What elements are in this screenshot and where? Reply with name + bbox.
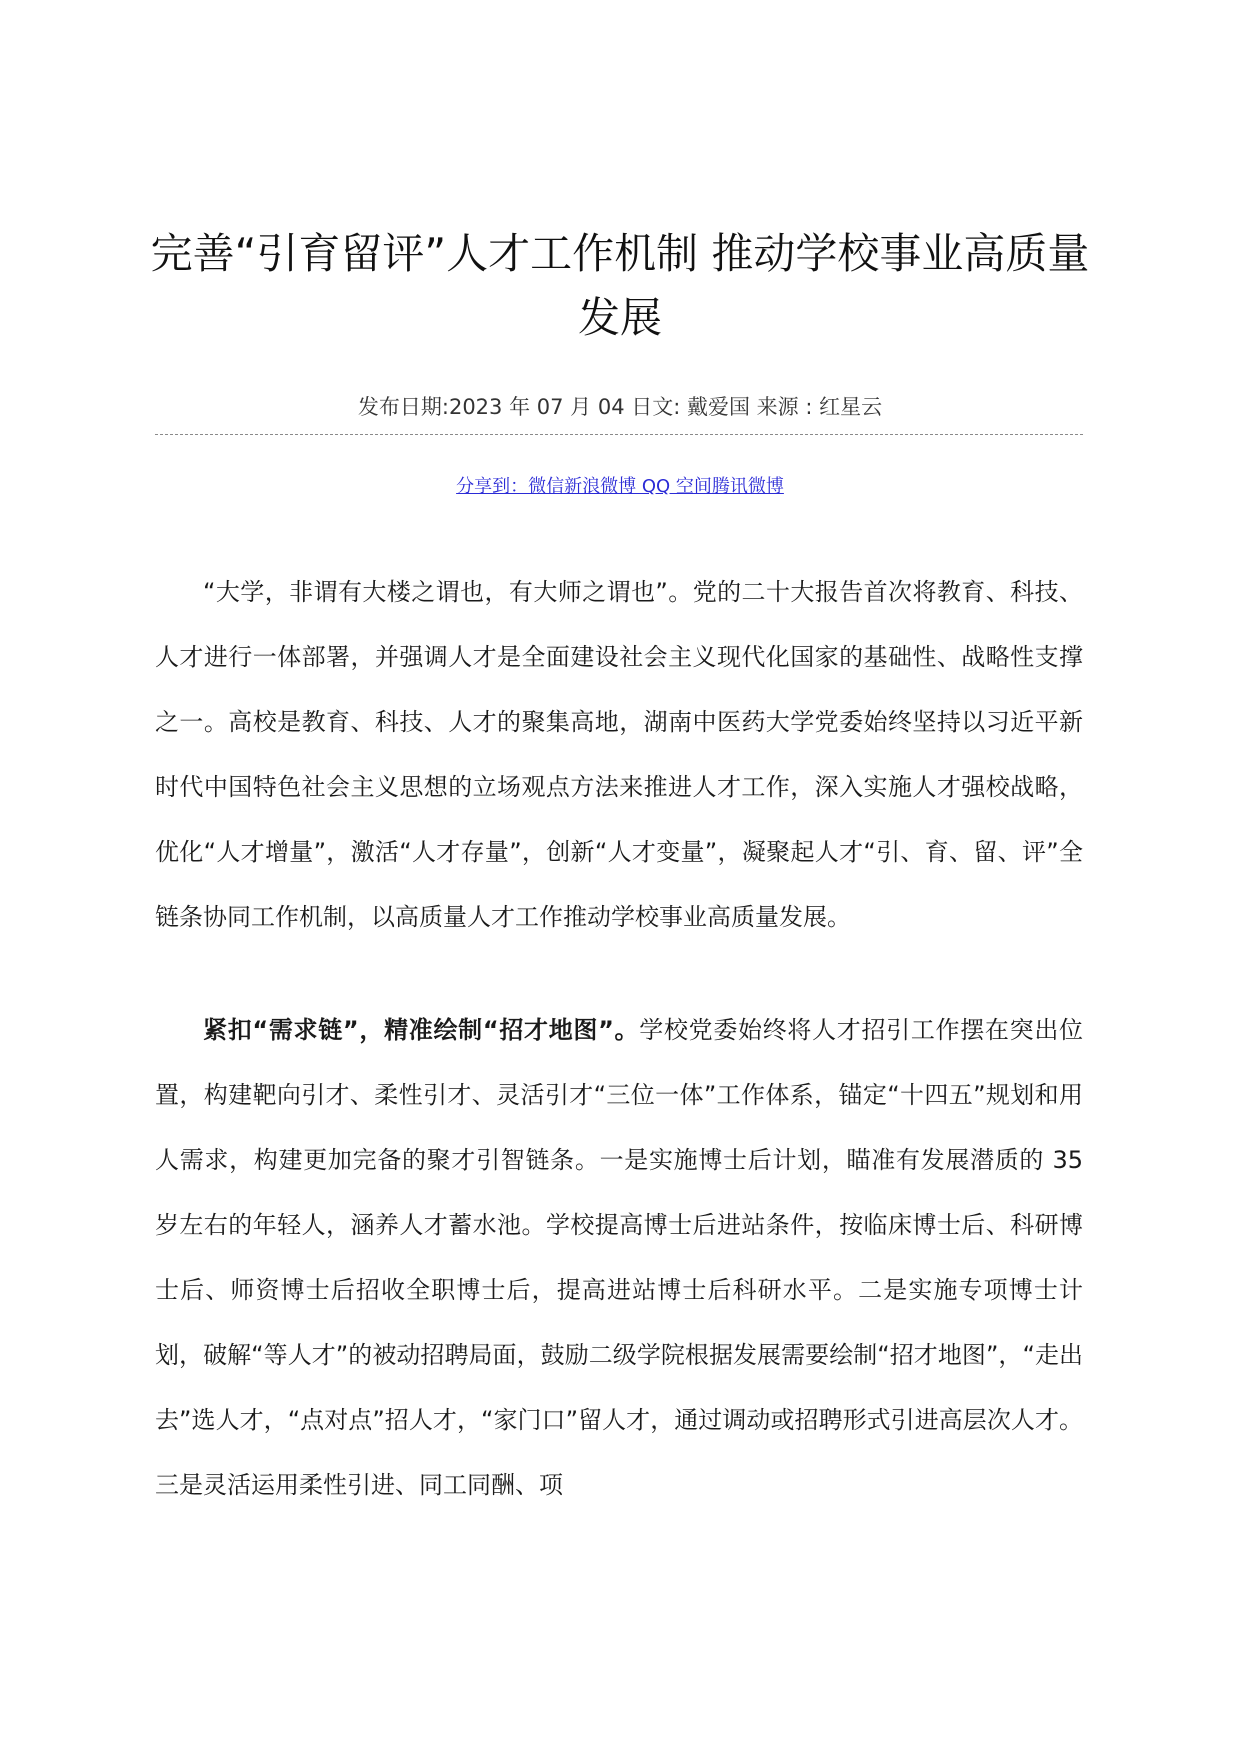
share-bar [150,474,1090,500]
paragraph-talent-recruitment [155,998,1083,1518]
article-title: 完善“引育留评”人才工作机制 推动学校事业高质量发展 [150,229,1090,342]
dashed-divider [155,434,1083,435]
paragraph-text: 学校党委始终将人才招引工作摆在突出位置，构建靶向引才、柔性引才、灵活引才“三位一体”工作体系，锚定“十四五”规划和用人需求，构建更加完备的聚才引智链条。一是实施博士后计划，瞄准有发展潜质的 35 岁左右的年轻人，涵养人才蓄水池。学校提高博士后进站条件，按临床博士后、科研博士后、师资博士后招收全职博士后，提高进站博士后科研水平。二是实施专项博士计划，破解“等人才”的被动招聘局面，鼓励二级学院根据发展需要绘制“招才地图”，“走出去”选人才，“点对点”招人才，“家门口”留人才，通过调动或招聘形式引进高层次人才。三是灵活运用柔性引进、同工同酬、项 [155,1016,1084,1499]
article-body [155,560,1083,1518]
paragraph-lead: 紧扣“需求链”，精准绘制“招才地图”。 [203,1016,640,1044]
paragraph-intro [155,560,1083,950]
article-meta: 发布日期:2023 年 07 月 04 日文: 戴爱国 来源 : 红星云 [357,395,883,419]
paragraph-text: “大学，非谓有大楼之谓也，有大师之谓也”。党的二十大报告首次将教育、科技、人才进行一体部署，并强调人才是全面建设社会主义现代化国家的基础性、战略性支撑之一。高校是教育、科技、人才的聚集高地，湖南中医药大学党委始终坚持以习近平新时代中国特色社会主义思想的立场观点方法来推进人才工作，深入实施人才强校战略，优化“人才增量”，激活“人才存量”，创新“人才变量”，凝聚起人才“引、育、留、评”全链条协同工作机制，以高质量人才工作推动学校事业高质量发展。 [155,578,1083,931]
share-link[interactable]: 分享到：微信新浪微博 QQ 空间腾讯微博 [456,476,784,497]
